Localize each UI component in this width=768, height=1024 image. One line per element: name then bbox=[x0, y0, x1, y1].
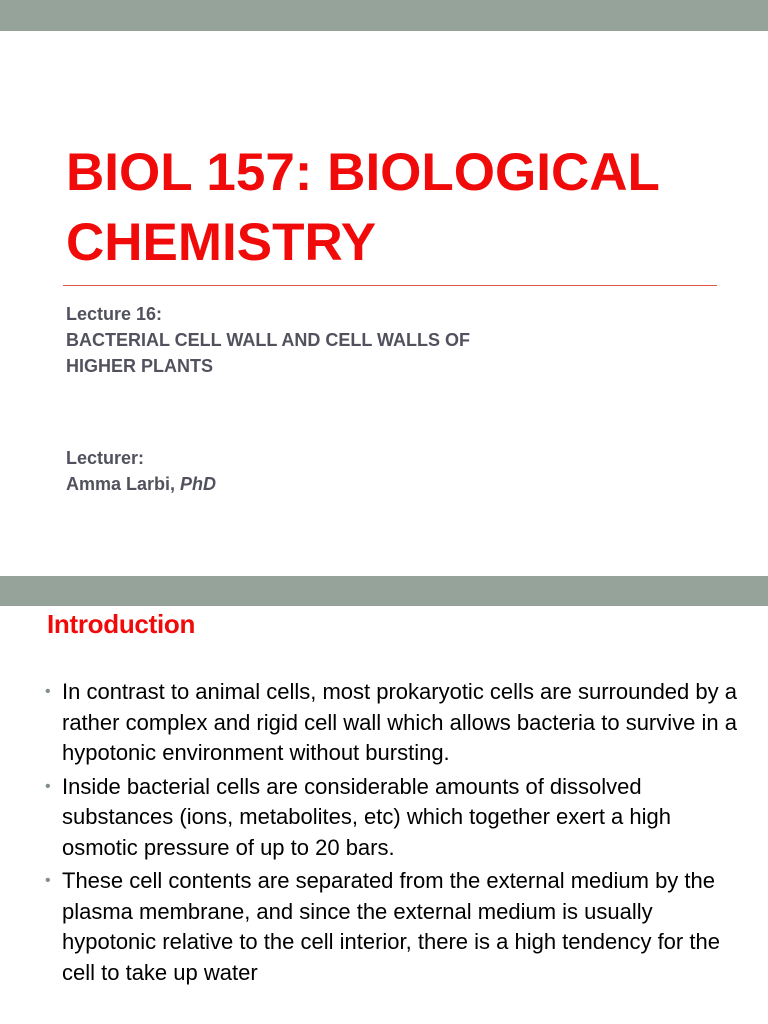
lecturer-degree: PhD bbox=[180, 474, 217, 494]
lecturer-name: Amma Larbi, bbox=[66, 474, 181, 494]
title-divider bbox=[63, 285, 717, 286]
slide-title-line: CHEMISTRY bbox=[66, 213, 377, 272]
slide-title-line: BIOL 157: BIOLOGICAL bbox=[66, 143, 660, 202]
lecturer-line bbox=[66, 471, 686, 497]
lecture-topic-line: HIGHER PLANTS bbox=[66, 356, 214, 376]
lecturer-label: Lecturer: bbox=[66, 448, 145, 468]
section-heading: Introduction bbox=[47, 609, 196, 639]
list-item bbox=[45, 772, 745, 864]
bullet-text: Inside bacterial cells are considerable amounts of dissolved substances (ions, metabolites, etc) which together exert a high osmotic pressure of up to 20 bars. bbox=[62, 773, 671, 860]
slide-header-band bbox=[0, 576, 768, 606]
bullet-text: In contrast to animal cells, most prokaryotic cells are surrounded by a rather complex and rigid cell wall which allows bacteria to survive in a hypotonic environment without bursting. bbox=[62, 679, 737, 765]
bullet-icon: • bbox=[45, 777, 51, 795]
bullet-text: These cell contents are separated from the external medium by the plasma membrane, and since the external medium is usually hypotonic relative to the cell interior, there is a high tendency for the cell to take up water bbox=[62, 868, 720, 985]
lecture-number: Lecture 16: bbox=[66, 304, 163, 324]
subtitle-block bbox=[66, 301, 686, 497]
slide-title bbox=[66, 138, 746, 278]
bullet-icon: • bbox=[45, 683, 51, 700]
bullet-list bbox=[45, 677, 745, 991]
bullet-icon: • bbox=[45, 872, 51, 889]
slide-header-band bbox=[0, 0, 768, 31]
list-item bbox=[45, 677, 745, 769]
lecture-topic-line: BACTERIAL CELL WALL AND CELL WALLS OF bbox=[66, 330, 470, 350]
list-item bbox=[45, 866, 745, 988]
